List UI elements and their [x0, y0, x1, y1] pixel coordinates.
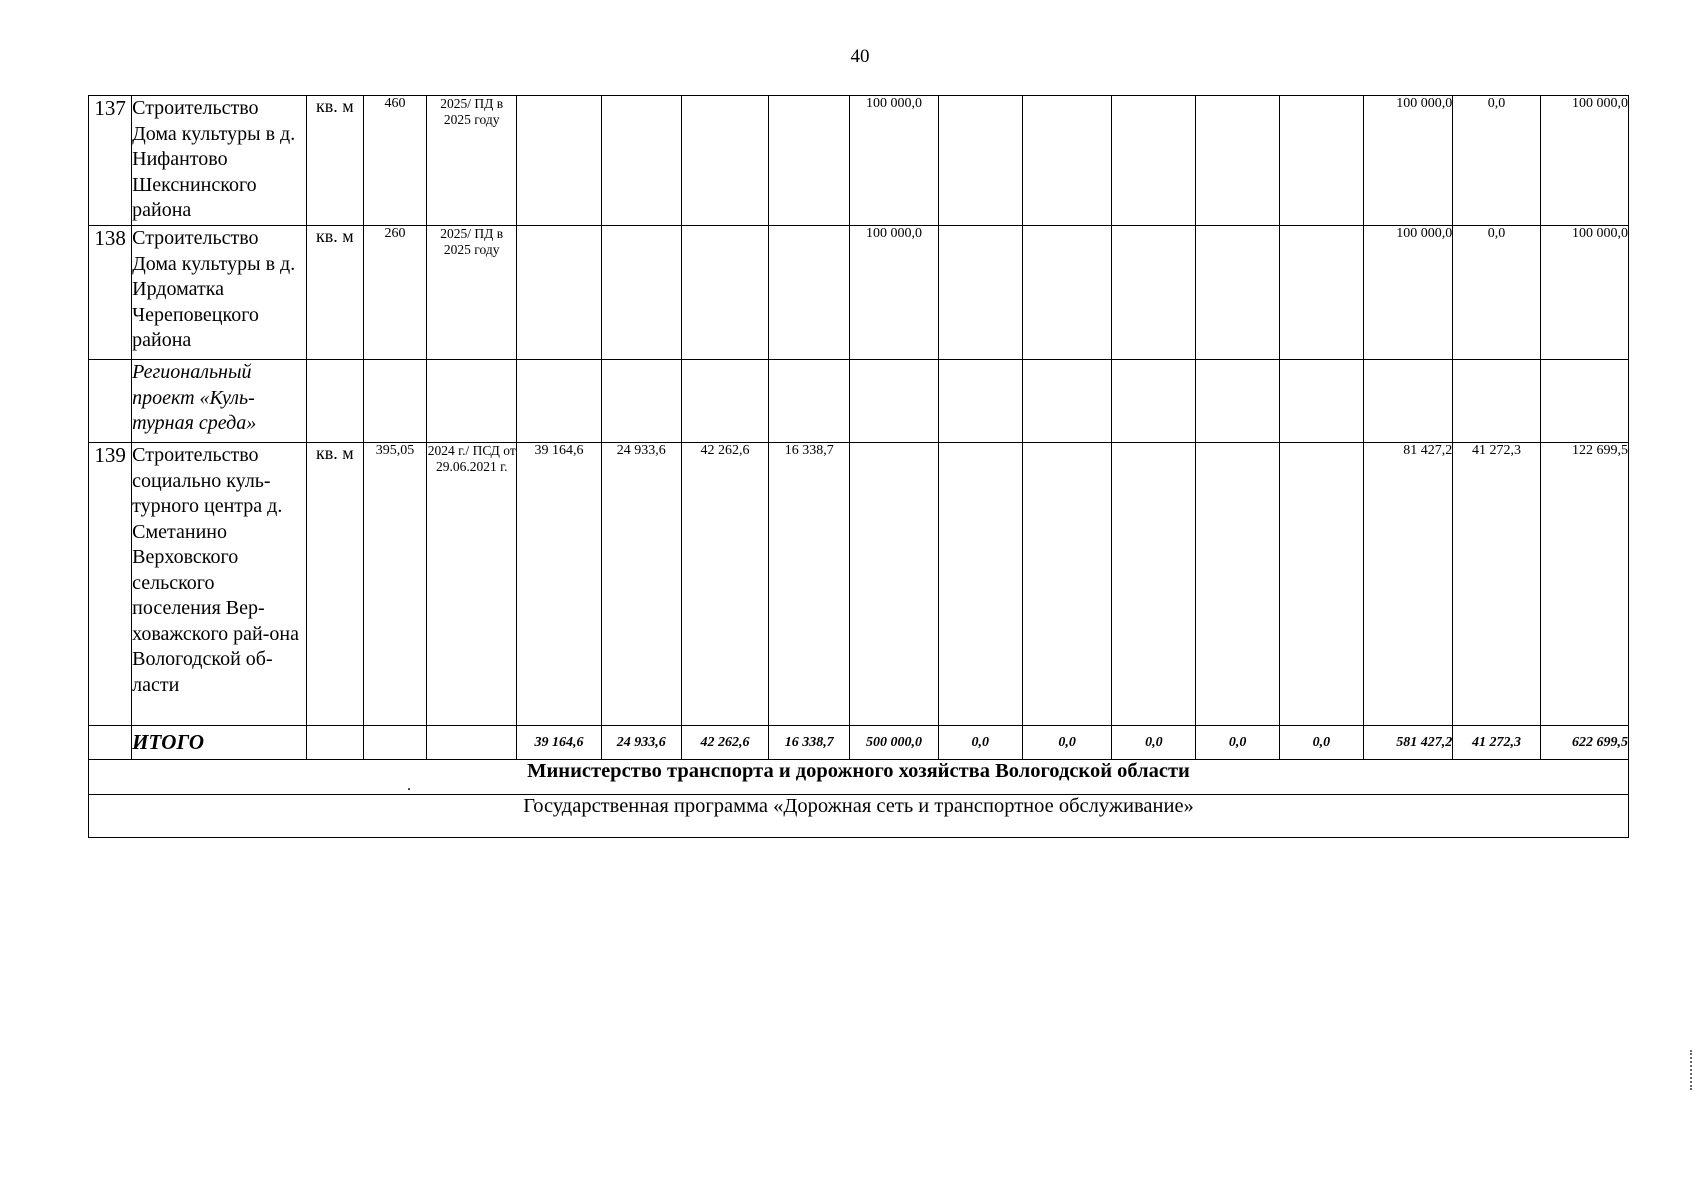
empty-cell	[1279, 96, 1363, 226]
empty-cell	[363, 360, 426, 443]
total-value: 42 262,6	[681, 726, 768, 760]
value-cell: 24 933,6	[601, 443, 681, 726]
total-value: 0,0	[1196, 726, 1279, 760]
empty-cell	[1196, 226, 1279, 360]
total-cell-c: 100 000,0	[1540, 96, 1628, 226]
value-cell: 39 164,6	[517, 443, 601, 726]
empty-cell	[1279, 443, 1363, 726]
empty-cell	[601, 96, 681, 226]
capacity-cell: 460	[363, 96, 426, 226]
section-row	[89, 760, 1629, 795]
empty-cell	[601, 226, 681, 360]
empty-cell	[427, 360, 517, 443]
empty-cell	[517, 226, 601, 360]
empty-cell	[850, 360, 938, 443]
empty-cell	[1196, 96, 1279, 226]
capacity-cell: 395,05	[363, 443, 426, 726]
unit-cell: кв. м	[306, 96, 363, 226]
total-cell-b: 0,0	[1453, 96, 1540, 226]
empty-cell	[306, 360, 363, 443]
empty-cell	[938, 96, 1022, 226]
page-number: 40	[850, 46, 870, 67]
empty-cell	[681, 360, 768, 443]
empty-cell	[769, 226, 850, 360]
total-cell-c: 100 000,0	[1540, 226, 1628, 360]
total-value: 0,0	[938, 726, 1022, 760]
empty-cell	[769, 360, 850, 443]
row-number: 138	[89, 226, 132, 360]
stray-dot: .	[407, 777, 411, 794]
value-cell: 100 000,0	[850, 96, 938, 226]
total-cell-a: 100 000,0	[1364, 226, 1453, 360]
empty-cell	[306, 726, 363, 760]
capacity-cell: 260	[363, 226, 426, 360]
empty-cell	[1364, 360, 1453, 443]
value-cell: 16 338,7	[769, 443, 850, 726]
row-number: 137	[89, 96, 132, 226]
capital-construction-table	[88, 95, 1629, 838]
empty-cell	[938, 360, 1022, 443]
empty-cell	[1112, 96, 1196, 226]
program-heading: Государственная программа «Дорожная сеть и транспортное обслуживание»	[89, 795, 1629, 838]
total-cell-a: 100 000,0	[1364, 96, 1453, 226]
value-cell: 100 000,0	[850, 226, 938, 360]
total-row	[89, 726, 1629, 760]
total-value: 0,0	[1022, 726, 1111, 760]
empty-cell	[681, 96, 768, 226]
object-name: Строительство Дома культуры в д. Нифантово Шекснинского района	[132, 96, 307, 226]
total-value: 622 699,5	[1540, 726, 1628, 760]
term-cell: 2025/ ПД в 2025 году	[427, 226, 517, 360]
empty-cell	[1022, 360, 1111, 443]
empty-cell	[517, 360, 601, 443]
empty-cell	[601, 360, 681, 443]
section-row	[89, 795, 1629, 838]
table-row	[89, 96, 1629, 226]
empty-cell	[1022, 443, 1111, 726]
empty-cell	[850, 443, 938, 726]
term-cell: 2025/ ПД в 2025 году	[427, 96, 517, 226]
empty-cell	[938, 443, 1022, 726]
empty-cell	[363, 726, 426, 760]
empty-cell	[681, 226, 768, 360]
total-value: 39 164,6	[517, 726, 601, 760]
empty-cell	[1112, 226, 1196, 360]
empty-cell	[1022, 226, 1111, 360]
unit-cell: кв. м	[306, 226, 363, 360]
empty-cell	[517, 96, 601, 226]
empty-cell	[1112, 443, 1196, 726]
empty-cell	[1279, 360, 1363, 443]
empty-cell	[427, 726, 517, 760]
object-name: Строительство социально куль-турного центра д. Сметанино Верховского сельского поселения Вер-ховажского рай-она Вологодской об-ласти	[132, 443, 307, 726]
total-value: 581 427,2	[1364, 726, 1453, 760]
total-cell-c: 122 699,5	[1540, 443, 1628, 726]
total-value: 41 272,3	[1453, 726, 1540, 760]
term-cell: 2024 г./ ПСД от 29.06.2021 г.	[427, 443, 517, 726]
empty-cell	[1279, 226, 1363, 360]
table-row	[89, 226, 1629, 360]
table-row	[89, 443, 1629, 726]
total-cell-b: 0,0	[1453, 226, 1540, 360]
empty-cell	[1196, 443, 1279, 726]
empty-cell	[769, 96, 850, 226]
object-name: Строительство Дома культуры в д. Ирдоматка Череповецкого района	[132, 226, 307, 360]
empty-cell	[1196, 360, 1279, 443]
total-label: ИТОГО	[132, 726, 307, 760]
empty-cell	[1112, 360, 1196, 443]
total-value: 16 338,7	[769, 726, 850, 760]
total-value: 0,0	[1279, 726, 1363, 760]
scan-edge-mark	[1690, 1050, 1694, 1090]
empty-cell	[89, 726, 132, 760]
empty-cell	[938, 226, 1022, 360]
ministry-heading: Министерство транспорта и дорожного хозяйства Вологодской области	[89, 760, 1629, 795]
regional-project-title: Региональный проект «Куль-турная среда»	[132, 360, 307, 443]
row-number: 139	[89, 443, 132, 726]
total-value: 500 000,0	[850, 726, 938, 760]
empty-cell	[89, 360, 132, 443]
unit-cell: кв. м	[306, 443, 363, 726]
total-cell-b: 41 272,3	[1453, 443, 1540, 726]
total-cell-a: 81 427,2	[1364, 443, 1453, 726]
value-cell: 42 262,6	[681, 443, 768, 726]
empty-cell	[1453, 360, 1540, 443]
total-value: 24 933,6	[601, 726, 681, 760]
total-value: 0,0	[1112, 726, 1196, 760]
empty-cell	[1022, 96, 1111, 226]
table-row	[89, 360, 1629, 443]
empty-cell	[1540, 360, 1628, 443]
